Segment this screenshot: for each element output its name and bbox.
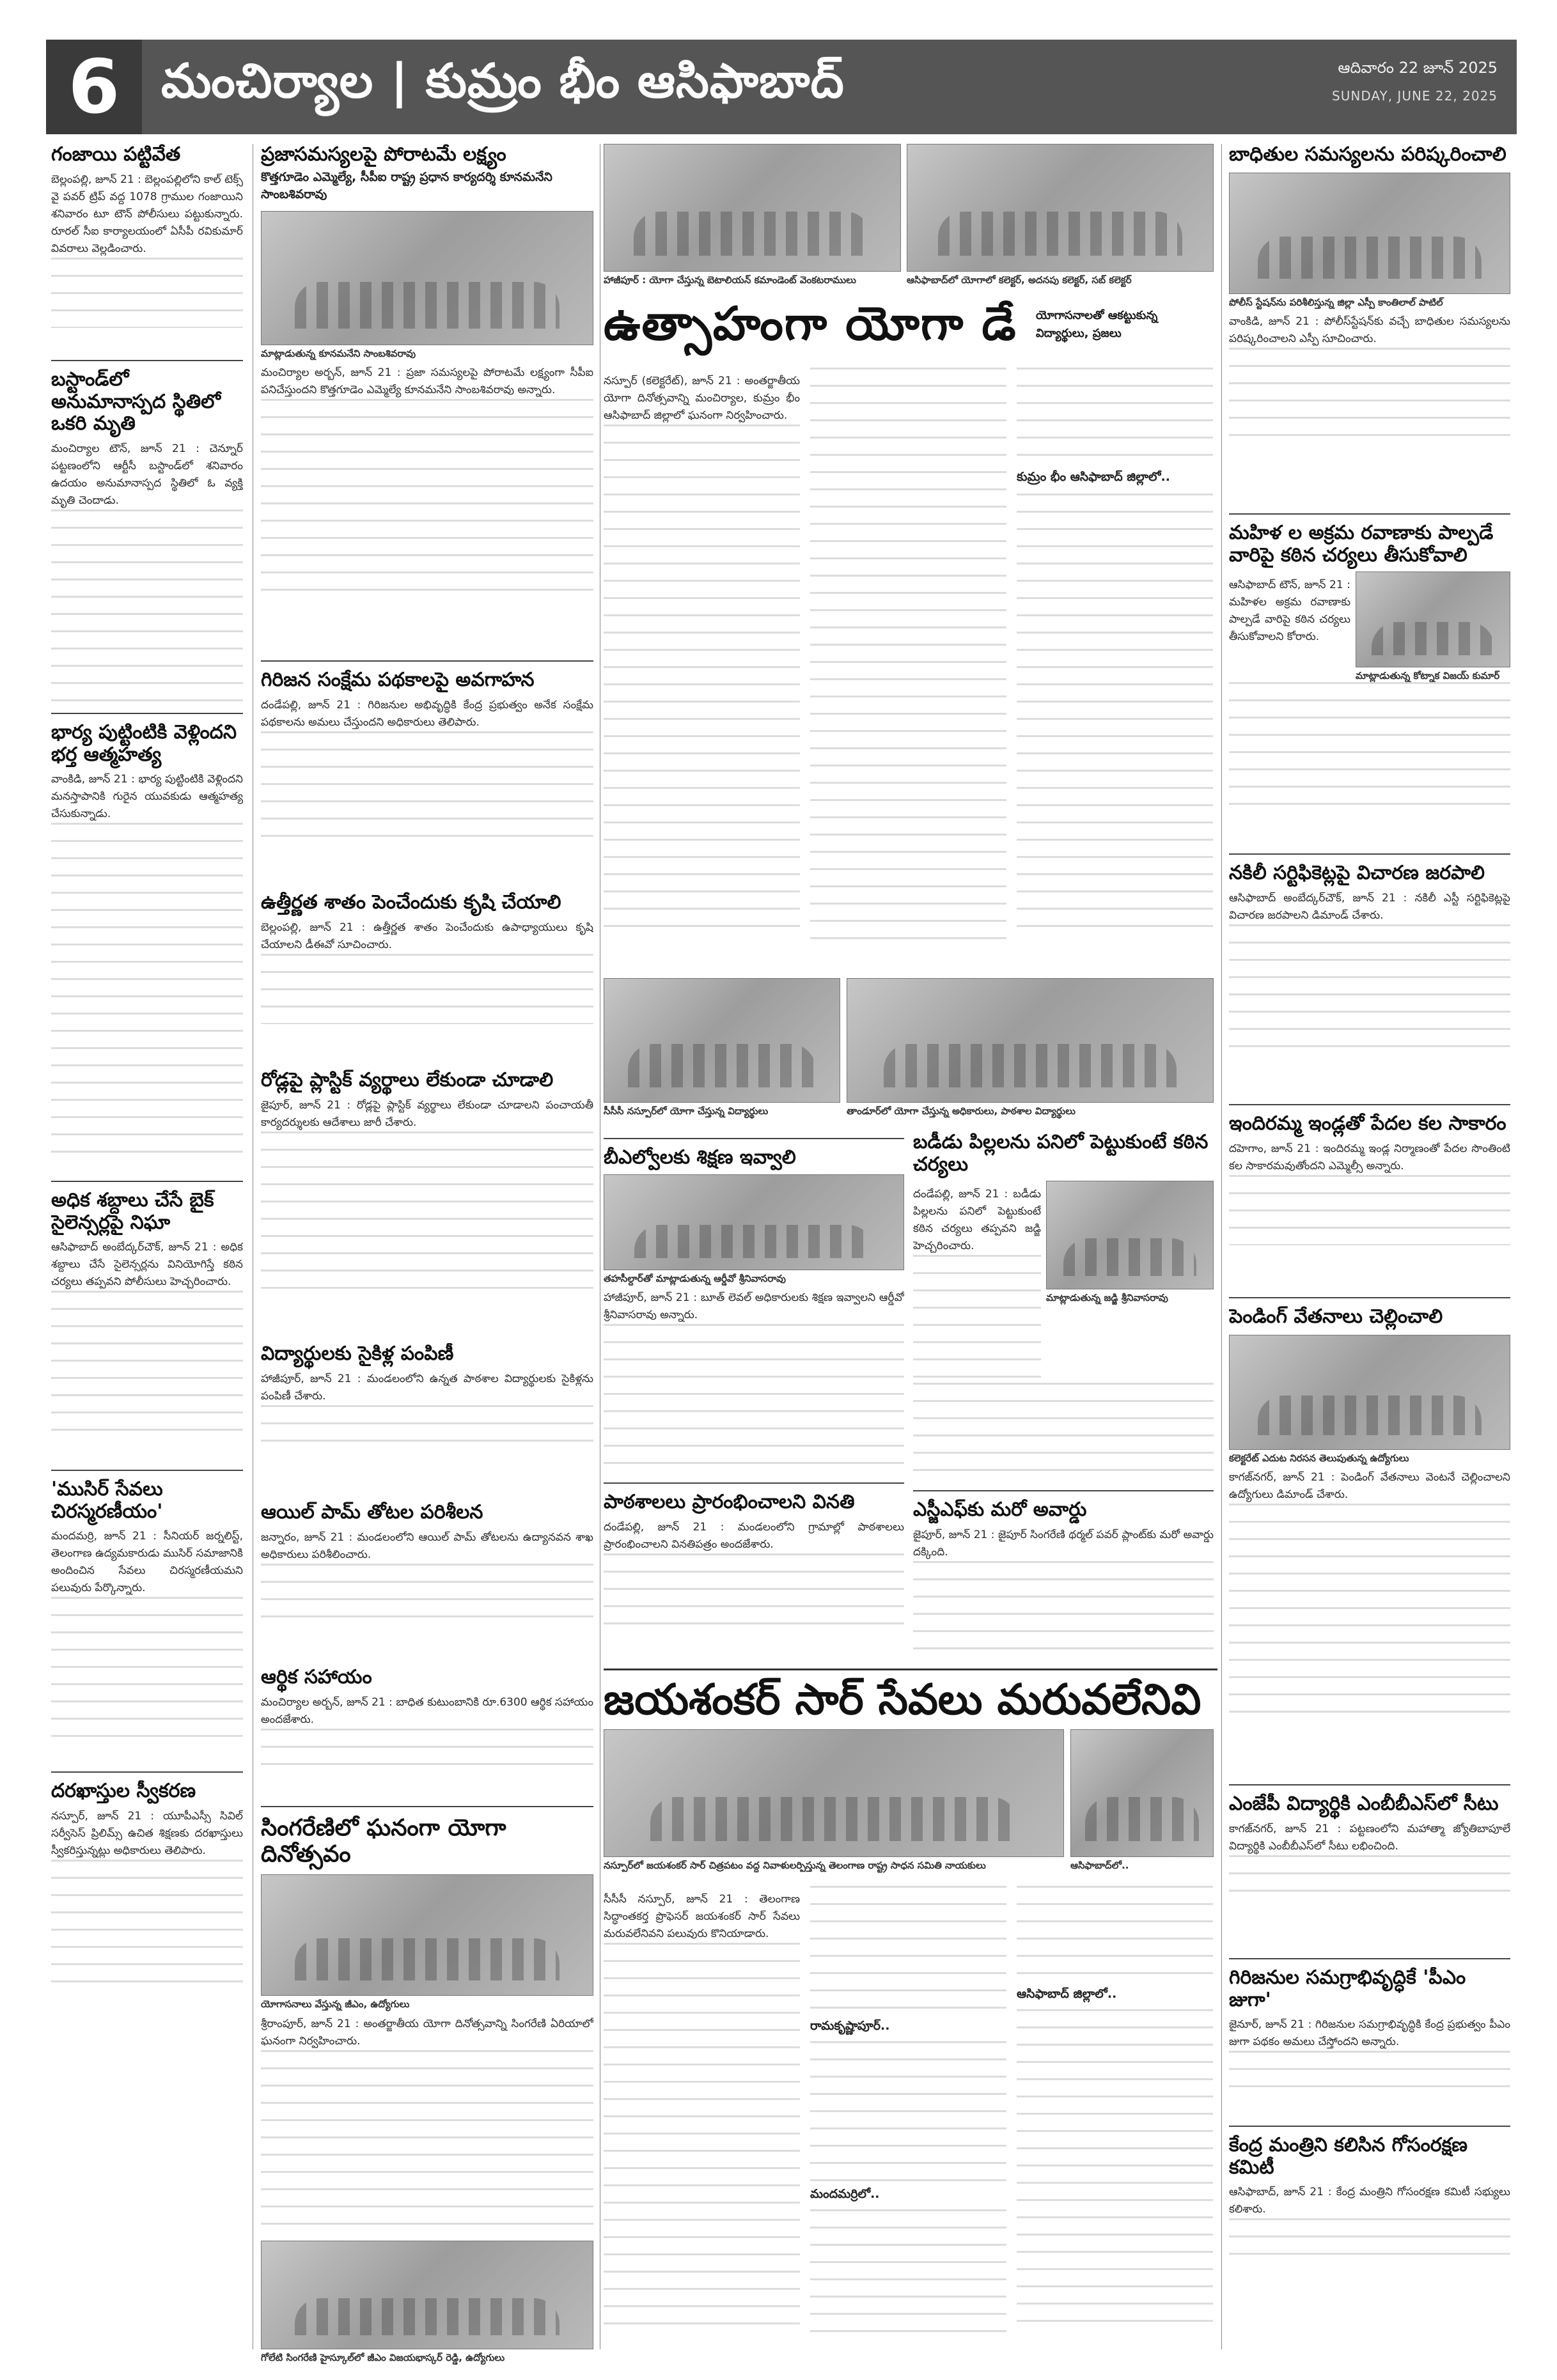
photo-employees-protest [1229,1335,1510,1450]
divider [261,660,593,662]
article-schools-request [604,1491,904,1630]
photo-collector-yoga [907,144,1214,272]
column-4-lower [604,1132,904,1662]
article-body: దహెగాం, జూన్ 21 : ఇందిరమ్మ ఇండ్ల నిర్మాణంతో పేదల సొంతింటి కల సాకారమవుతోందని ఎమ్మెల్సీ అన్నారు. [1229,1142,1510,1172]
photo-goleti-yoga [261,2241,593,2349]
photo-caption: గోలేటి సింగరేణి హైస్కూల్‌లో జీఎం విజయభాస్కర్ రెడ్డి, ఉద్యోగులు [261,2351,505,2363]
headline: కేంద్ర మంత్రిని కలిసిన గోసంరక్షణ కమిటీ [1229,2135,1468,2179]
article-cow-protection [1229,2135,1510,2269]
photo-rdo-meeting [604,1174,904,1270]
article-body: జన్నారం, జూన్ 21 : మండలంలోని ఆయిల్ పామ్ తోటలను ఉద్యానవన శాఖ అధికారులు పరిశీలించారు. [261,1530,593,1561]
divider [1229,1297,1510,1298]
headline: మహిళ ల అక్రమ రవాణాకు పాల్పడే వారిపై కఠిన చర్యలు తీసుకోవాలి [1229,522,1494,566]
headline: గంజాయి పట్టివేత [51,144,181,166]
photo-asifabad-tribute [1070,1729,1214,1857]
article-body: ఆసిఫాబాద్ అంబేద్కర్‌చౌక్, జూన్ 21 : నకిలీ ఎస్టీ సర్టిఫికెట్లపై విచారణ జరపాలని డిమాండ్ చేశారు. [1229,891,1510,922]
article-body: మందమర్రి, జూన్ 21 : సీనియర్ జర్నలిస్ట్, తెలంగాణ ఉద్యమకారుడు ముసిర్ సమాజానికి అందించిన సేవలు చిరస్మరణీయమని పలువురు పేర్కొన్నారు. [51,1530,243,1594]
article-singareni-yoga [261,1815,593,2377]
divider [1229,1104,1510,1105]
subheadline: ఆసిఫాబాద్ జిల్లాలో.. [1017,1987,1117,2001]
photo-caption: కలెక్టరేట్ ఎదుట నిరసన తెలుపుతున్న ఉద్యోగులు [1229,1452,1409,1464]
photo-caption: తహసీల్దార్‌తో మాట్లాడుతున్న ఆర్డీవో శ్రీనివాసరావు [604,1272,786,1284]
headline: భార్య పుట్టింటికి వెళ్లిందని భర్త ఆత్మహత్య [51,722,237,766]
article-trafficking [1229,522,1510,842]
article-body: నస్పూర్ (కలెక్టరేట్), జూన్ 21 : అంతర్జాతీయ యోగా దినోత్సవాన్ని మంచిర్యాల, కుమ్రం భీం ఆసిఫాబాద్ జిల్లాలో ఘనంగా నిర్వహించారు. [604,375,800,422]
article-body: కాగజ్‌నగర్, జూన్ 21 : పట్టణంలోని మహాత్మా జ్యోతిబాపూలే విద్యార్థికి ఎంబీబీఎస్‌లో సీటు లభించింది. [1229,1822,1510,1853]
article-tribal-welfare [261,669,593,880]
headline: ఉత్సాహంగా యోగా డే [604,297,1017,350]
headline: ఎంజేపీ విద్యార్థికి ఎంబీబీఎస్‌లో సీటు [1229,1793,1499,1815]
headline: ఇందిరమ్మ ఇండ్లతో పేదల కల సాకారం [1229,1113,1506,1135]
divider [1229,513,1510,515]
divider [1229,2126,1510,2127]
divider [51,713,243,714]
article-body: జైనూర్, జూన్ 21 : గిరిజనుల సమగ్రాభివృద్ధికి కేంద్ర ప్రభుత్వం పీఎం జుగా పథకం అమలు చేస్తోందని అన్నారు. [1229,2018,1510,2048]
divider [51,1771,243,1773]
article-body: మంచిర్యాల అర్బన్, జూన్ 21 : ప్రజా సమస్యలపై పోరాటమే లక్ష్యంగా సీపీఐ పనిచేస్తుందని కొత్తగూడెం ఎమ్మెల్యే కూనమనేని సాంబశివరావు అన్నారు. [261,366,593,397]
photo-caption: సీసీసీ నస్పూర్‌లో యోగా చేస్తున్న విద్యార్థులు [604,1105,769,1117]
kicker-text: యోగాసనాలతో ఆకట్టుకున్న విద్యార్థులు, ప్రజలు [1036,309,1158,340]
article-blo-training [604,1147,904,1471]
photo-caption: యోగాసనాలు వేస్తున్న జీఎం, ఉద్యోగులు [261,1998,410,2010]
photo-judge [1046,1181,1214,1289]
divider [1229,1958,1510,1959]
headline: బీఎల్వోలకు శిక్షణ ఇవ్వాలి [604,1146,796,1169]
headline: ఉత్తీర్ణత శాతం పెంచేందుకు కృషి చేయాలి [261,892,561,914]
divider [51,360,243,361]
article-body: జైపూర్, జూన్ 21 : జైపూర్ సింగరేణి థర్మల్ పవర్ ప్లాంట్‌కు మరో అవార్డు దక్కింది. [913,1528,1214,1559]
article-pass-percentage [261,892,593,1058]
article-husband-suicide [51,722,243,1169]
article-body: సీసీసీ నస్పూర్, జూన్ 21 : తెలంగాణ సిద్ధాంతకర్త ప్రొఫెసర్ జయశంకర్ సార్ సేవలు మరువలేనివని పలువురు కొనియాడారు. [604,1893,800,1940]
headline: బస్టాండ్‌లో అనుమానాస్పద స్థితిలో ఒకరి మృతి [51,369,221,435]
subheadline: మందమర్రిలో.. [810,2187,880,2201]
article-body: ఆసిఫాబాద్, జూన్ 21 : కేంద్ర మంత్రిని గోసంరక్షణ కమిటీ సభ్యులు కలిశారు. [1229,2186,1510,2216]
subheadline: కుమ్రం భీం ఆసిఫాబాద్ జిల్లాలో.. [1017,470,1170,484]
date-telugu: ఆదివారం 22 జూన్ 2025 [1338,59,1498,77]
divider [604,1482,904,1484]
article-body: శ్రీరాంపూర్, జూన్ 21 : అంతర్జాతీయ యోగా దినోత్సవాన్ని సింగరేణి ఏరియాలో ఘనంగా నిర్వహించారు. [261,2017,593,2048]
photo-caption: మాట్లాడుతున్న జడ్జి శ్రీనివాసరావు [1046,1292,1168,1303]
photo-caption: మాట్లాడుతున్న కూనమనేని సాంబశివరావు [261,347,416,359]
article-bus-stand-death [51,369,243,701]
article-pending-wages [1229,1306,1510,1773]
headline: జయశంకర్ సార్ సేవలు మరువలేనివి [604,1675,1201,1724]
photo-caption: తాండూర్‌లో యోగా చేస్తున్న అధికారులు, పాఠశాల విద్యార్థులు [847,1105,1076,1117]
photo-battalion-yoga [604,144,901,272]
headline: పెండింగ్ వేతనాలు చెల్లించాలి [1229,1306,1443,1328]
article-indiramma-houses [1229,1113,1510,1286]
headline: పాఠశాలలు ప్రారంభించాలని వినతి [604,1491,855,1514]
photo-cpi-meeting [261,211,593,345]
article-child-labour [913,1132,1214,1479]
article-ganja-seized [51,144,243,348]
divider [51,1470,243,1471]
article-pm-juga [1229,1967,1510,2114]
article-body: హాజీపూర్, జూన్ 21 : బూత్ లెవల్ అధికారులకు శిక్షణ ఇవ్వాలని ఆర్డీవో శ్రీనివాసరావు అన్నారు. [604,1291,904,1322]
divider [604,1138,904,1139]
jayashankar-photos [604,1729,1214,1872]
headline: అధిక శబ్దాలు చేసే బైక్ సైలెన్సర్లపై నిఘా [51,1190,214,1234]
article-applications [51,1780,243,2030]
date-english: SUNDAY, JUNE 22, 2025 [1332,88,1498,104]
article-body: ఆసిఫాబాద్ అంబేద్కర్‌చౌక్, జూన్ 21 : అధిక శబ్దాలు చేసే సైలెన్సర్లను వినియోగిస్తే కఠిన చర్యలు తప్పవని పోలీసులు హెచ్చరించారు. [51,1241,243,1288]
yoga-day-story-right-photo [907,144,1214,286]
article-body: జైపూర్, జూన్ 21 : రోడ్లపై ప్లాస్టిక్ వ్యర్థాలు లేకుండా చూడాలని పంచాయతీ కార్యదర్శులకు ఆదేశాలు జారీ చేశారు. [261,1098,593,1129]
subheadline: కొత్తగూడెం ఎమ్మెల్యే, సీపీఐ రాష్ట్ర ప్రధాన కార్యదర్శి కూనమనేని సాంబశివరావు [261,169,552,201]
headline: ఆయిల్ పామ్ తోటల పరిశీలన [261,1502,483,1523]
article-body: నస్పూర్, జూన్ 21 : యూపీఎస్సీ సివిల్ సర్వీసెస్ ప్రిలిమ్స్ ఉచిత శిక్షణకు దరఖాస్తులు స్వీకరిస్తున్నట్లు అధికారులు తెలిపారు. [51,1809,243,1857]
article-body: ఆసిఫాబాద్ టౌన్, జూన్ 21 : మహిళల అక్రమ రవాణాకు పాల్పడే వారిపై కఠిన చర్యలు తీసుకోవాలని కోరారు. [1229,579,1350,643]
divider [1229,1784,1510,1785]
headline: రోడ్లపై ప్లాస్టిక్ వ్యర్థాలు లేకుండా చూడాలి [261,1069,554,1091]
article-cpi-struggle [261,144,593,649]
photo-caption: హాజీపూర్ : యోగా చేస్తున్న బెటాలియన్ కమాండెంట్ వెంకటరాములు [604,274,856,286]
article-mbbs-seat [1229,1793,1510,1947]
photo-caption: ఆసిఫాబాద్‌లో.. [1070,1860,1129,1871]
masthead [46,40,1517,134]
article-body: దండేపల్లి, జూన్ 21 : గిరిజనుల అభివృద్ధికి కేంద్ర ప్రభుత్వం అనేక సంక్షేమ పథకాలను అమలు చేస్తుందని అధికారులు తెలిపారు. [261,698,593,729]
article-victim-issues [1229,144,1510,502]
headline: బాధితుల సమస్యలను పరిష్కరించాలి [1229,144,1506,166]
article-fake-certificates [1229,862,1510,1093]
article-body: దండేపల్లి, జూన్ 21 : మండలంలోని గ్రామాల్లో పాఠశాలలు ప్రారంభించాలని వినతిపత్రం అందజేశారు. [604,1520,904,1551]
photo-caption: ఆసిఫాబాద్‌లో యోగాలో కలెక్టర్, అదనపు కలెక్టర్, సబ్ కలెక్టర్ [907,274,1132,286]
article-stpp-award [913,1499,1214,1662]
photo-caption: పోలీస్ స్టేషన్‌ను పరిశీలిస్తున్న జిల్లా ఎస్పీ కాంతిలాల్ పాటిల్ [1229,296,1443,308]
article-body: దండేపల్లి, జూన్ 21 : బడీడు పిల్లలను పనిలో పెట్టుకుంటే కఠిన చర్యలు తప్పవని జడ్జి హెచ్చరించారు. [913,1188,1041,1252]
photo-caption: నస్పూర్‌లో జయశంకర్ సార్ చిత్రపటం వద్ద నివాళులర్పిస్తున్న తెలంగాణ రాష్ట్ర సాధన సమితి నాయకులు [604,1860,986,1871]
headline: ప్రజాసమస్యలపై పోరాటమే లక్ష్యం [261,144,506,166]
column-2 [261,144,593,2380]
article-body: వాంకిడి, జూన్ 21 : భార్య పుట్టింటికి వెళ్లిందని మనస్తాపానికి గురైన యువకుడు ఆత్మహత్య చేసుకున్నాడు. [51,773,243,820]
photo-singareni-yoga [261,1874,593,1996]
article-musir-services [51,1479,243,1760]
yoga-headline-block [604,297,1058,350]
headline: సింగరేణిలో ఘనంగా యోగా దినోత్సవం [261,1815,506,1868]
yoga-body-columns [604,368,1214,972]
jayashankar-body [604,1886,1214,2353]
yoga-kicker [1036,307,1214,343]
divider [261,1806,593,1807]
column-1 [51,144,243,2041]
headline: ఆర్థిక సహాయం [261,1667,372,1688]
column-5-lower [913,1132,1214,1662]
divider [913,1490,1214,1491]
article-body: హాజీపూర్, జూన్ 21 : మండలంలోని ఉన్నత పాఠశాల విద్యార్థులకు సైకిళ్లను పంపిణీ చేశారు. [261,1372,593,1403]
article-body: మంచిర్యాల అర్బన్, జూన్ 21 : బాధిత కుటుంబానికి రూ.6300 ఆర్థిక సహాయం అందజేశారు. [261,1695,593,1726]
article-body: కాగజ్‌నగర్, జూన్ 21 : పెండింగ్ వేతనాలు వెంటనే చెల్లించాలని ఉద్యోగులు డిమాండ్ చేశారు. [1229,1471,1510,1502]
headline: 'ముసిర్ సేవలు చిరస్మరణీయం' [51,1479,163,1523]
article-body: మంచిర్యాల టౌన్, జూన్ 21 : చెన్నూర్ పట్టణంలోని ఆర్టీసీ బస్టాండ్‌లో శనివారం ఉదయం అనుమానాస్పద స్థితిలో ఓ వ్యక్తి మృతి చెందాడు. [51,442,243,507]
divider [1229,853,1510,855]
district-title: మంచిర్యాల | కుమ్రం భీం ఆసిఫాబాద్ [161,54,845,109]
headline: విద్యార్థులకు సైకిళ్ల పంపిణీ [261,1343,454,1365]
headline: బడీడు పిల్లలను పనిలో పెట్టుకుంటే కఠిన చర్యలు [913,1132,1209,1176]
subheadline: రామకృష్ణాపూర్.. [810,2019,890,2033]
article-bicycles [261,1343,593,1490]
photo-vijay-kumar [1356,572,1510,667]
photo-tandur-yoga [847,978,1214,1103]
photo-sp-inspection [1229,173,1510,294]
divider [51,1181,243,1182]
article-oil-palm [261,1502,593,1655]
district-title-bar [142,40,1517,134]
headline: ఎస్జీఎఫ్‌కు మరో అవార్డు [913,1498,1087,1521]
photo-ccc-students-yoga [604,978,840,1103]
yoga-photo-row [604,978,1214,1117]
headline: గిరిజన సంక్షేమ పథకాలపై అవగాహన [261,669,535,691]
photo-naspur-tribute [604,1729,1064,1857]
headline: నకిలీ సర్టిఫికెట్లపై విచారణ జరపాలి [1229,862,1485,884]
jayashankar-headline-block [604,1668,1217,1724]
headline: గిరిజనుల సమగ్రాభివృద్ధికే 'పీఎం జుగా' [1229,1967,1466,2011]
article-body: వాంకిడి, జూన్ 21 : పోలీస్‌స్టేషన్‌కు వచ్చే బాధితుల సమస్యలను పరిష్కరించాలని ఎస్పీ సూచించారు. [1229,315,1510,346]
article-financial-aid [261,1667,593,1794]
page-number: 6 [46,40,142,134]
column-6 [1229,144,1510,2280]
article-body: బెల్లంపల్లి, జూన్ 21 : ఉత్తీర్ణత శాతం పెంచేందుకు ఉపాధ్యాయులు కృషి చేయాలని డీఈవో సూచించారు. [261,921,593,951]
dateline [1332,59,1498,104]
article-plastic-waste [261,1069,593,1332]
article-silencer-watch [51,1190,243,1458]
headline: దరఖాస్తుల స్వీకరణ [51,1780,196,1802]
article-body: బెల్లంపల్లి, జూన్ 21 : బెల్లంపల్లిలోని కాల్ టెక్స్ వై పవర్ ట్రిప్ వద్ద 1078 గ్రాముల గంజాయిని శనివారం టూ టౌన్ పోలీసులు పట్టుకున్నారు. రూరల్ సీఐ కార్యాలయంలో ఏసీపీ రవికుమార్ వివరాలు వెల్లడించారు. [51,173,243,255]
photo-caption: మాట్లాడుతున్న కోట్నాక విజయ్ కుమార్ [1356,670,1500,681]
